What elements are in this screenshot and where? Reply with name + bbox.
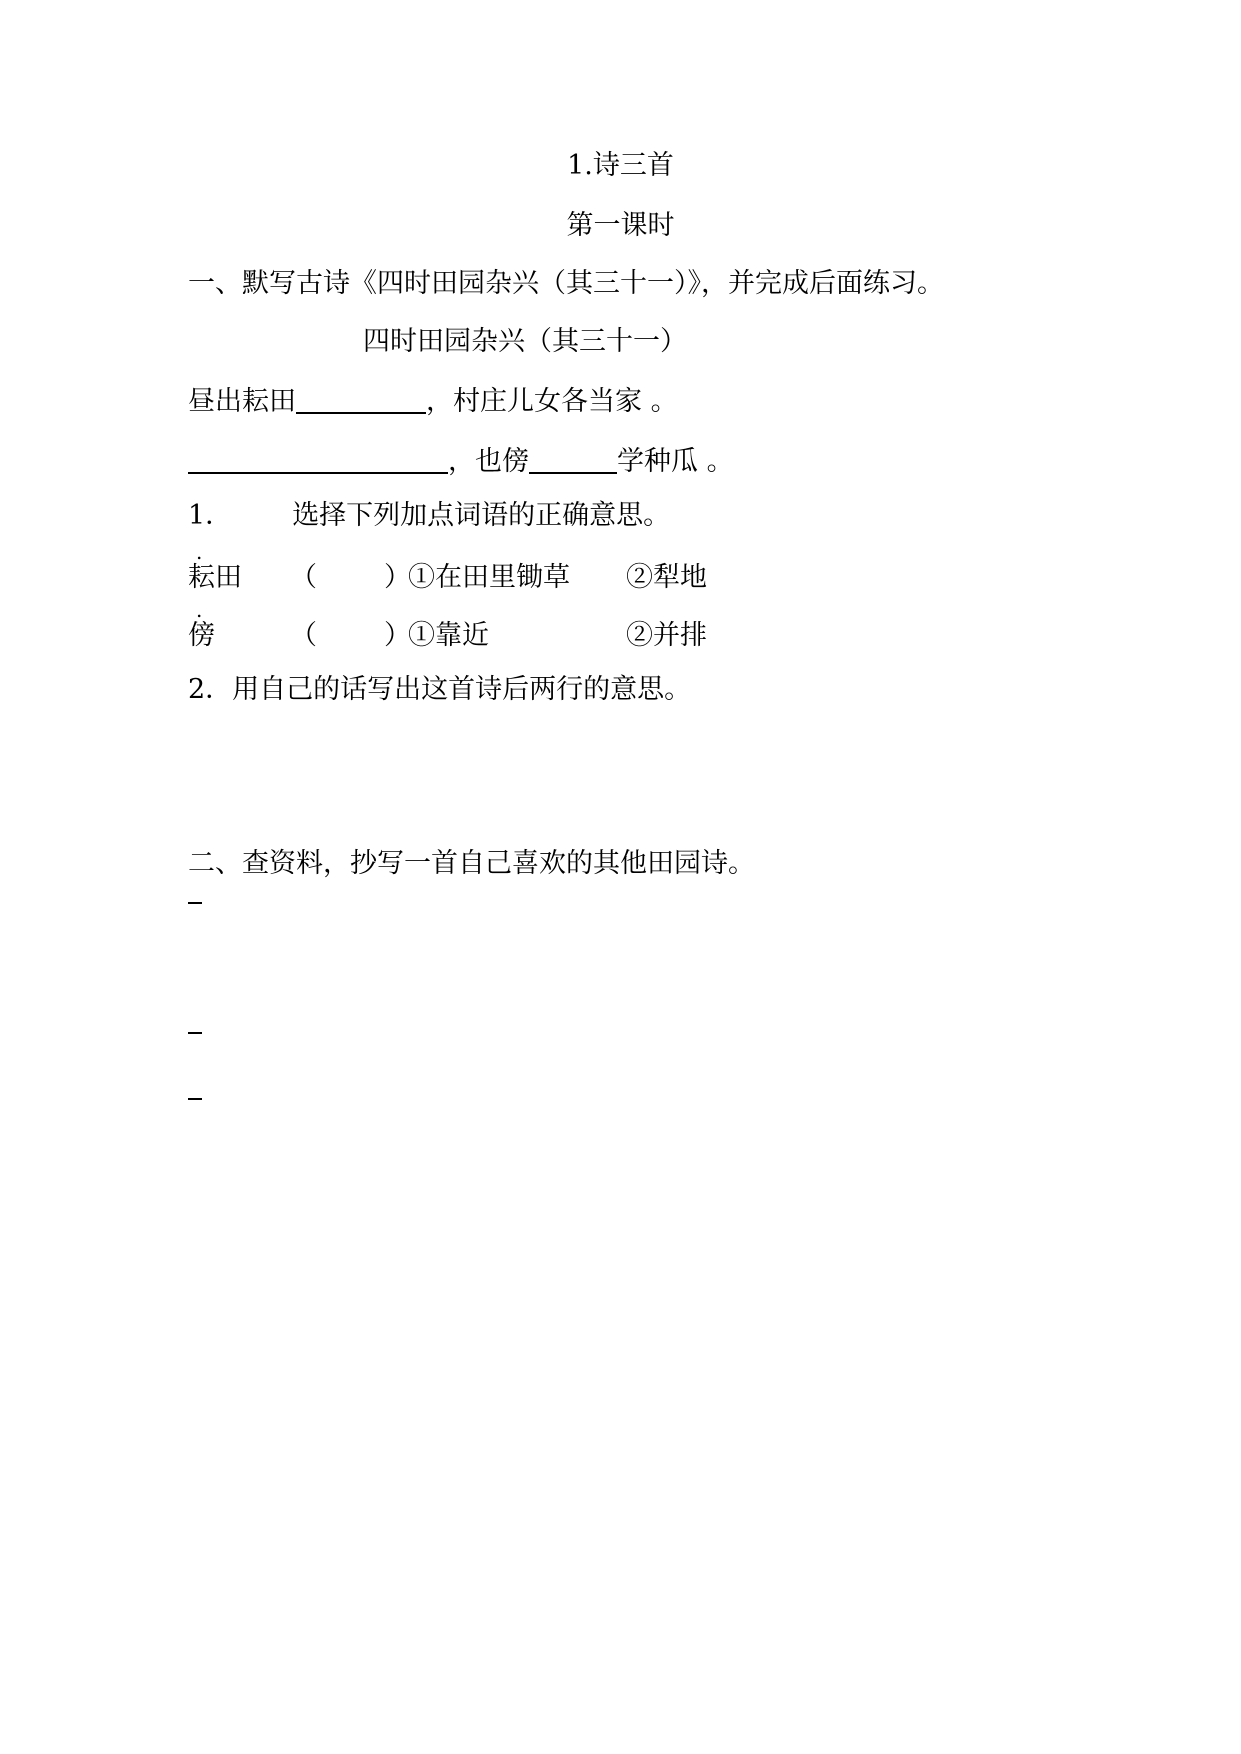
poem-blank-1[interactable] (296, 386, 426, 414)
poem-line-2-end: 学种瓜 。 (617, 446, 734, 477)
poem-blank-2[interactable] (188, 446, 448, 474)
choice-answer-1[interactable] (328, 564, 378, 590)
choice-answer-2[interactable] (328, 622, 378, 648)
answer-line-s2-2[interactable] (188, 1098, 202, 1100)
answer-line-q2[interactable] (188, 902, 202, 904)
question-1 (188, 502, 670, 529)
section2-instruction: 二、查资料，抄写一首自己喜欢的其他田园诗。 (188, 848, 755, 879)
choice-word-1: 耘田 (188, 562, 242, 593)
poem-line-2 (188, 446, 734, 475)
choice-row-2 (188, 622, 888, 652)
emphasis-dot-2: . (196, 598, 203, 622)
choice-option-1-1: ①在田里锄草 (408, 562, 570, 593)
choice-paren-open-1: （ (290, 562, 317, 593)
choice-paren-open-2: （ (290, 620, 317, 651)
emphasis-dot-1: . (196, 540, 203, 564)
question-1-prompt: 选择下列加点词语的正确意思。 (292, 500, 671, 531)
poem-line-1-start: 昼出耘田 (188, 386, 296, 417)
choice-row-1 (188, 564, 888, 594)
section1-instruction: 一、默写古诗《四时田园杂兴（其三十一）》，并完成后面练习。 (188, 268, 944, 299)
lesson-subtitle: 第一课时 (566, 210, 675, 241)
choice-word-2: 傍 (188, 620, 215, 651)
worksheet-title: 1.诗三首 (567, 150, 674, 181)
choice-option-2-1: ①靠近 (408, 620, 489, 651)
question-2: 2．用自己的话写出这首诗后两行的意思。 (188, 674, 692, 705)
poem-blank-3[interactable] (529, 446, 617, 474)
poem-line-2-mid: ，也傍 (448, 446, 529, 477)
answer-line-s2-1[interactable] (188, 1032, 202, 1034)
choice-option-2-2: ②并排 (626, 620, 707, 651)
question-1-number: 1． (188, 500, 233, 531)
choice-option-1-2: ②犁地 (626, 562, 707, 593)
choice-paren-close-2: ） (384, 620, 411, 651)
poem-line-1-end: ，村庄儿女各当家 。 (426, 386, 678, 417)
poem-line-1 (188, 386, 678, 415)
poem-title: 四时田园杂兴（其三十一） (363, 326, 687, 357)
choice-paren-close-1: ） (384, 562, 411, 593)
